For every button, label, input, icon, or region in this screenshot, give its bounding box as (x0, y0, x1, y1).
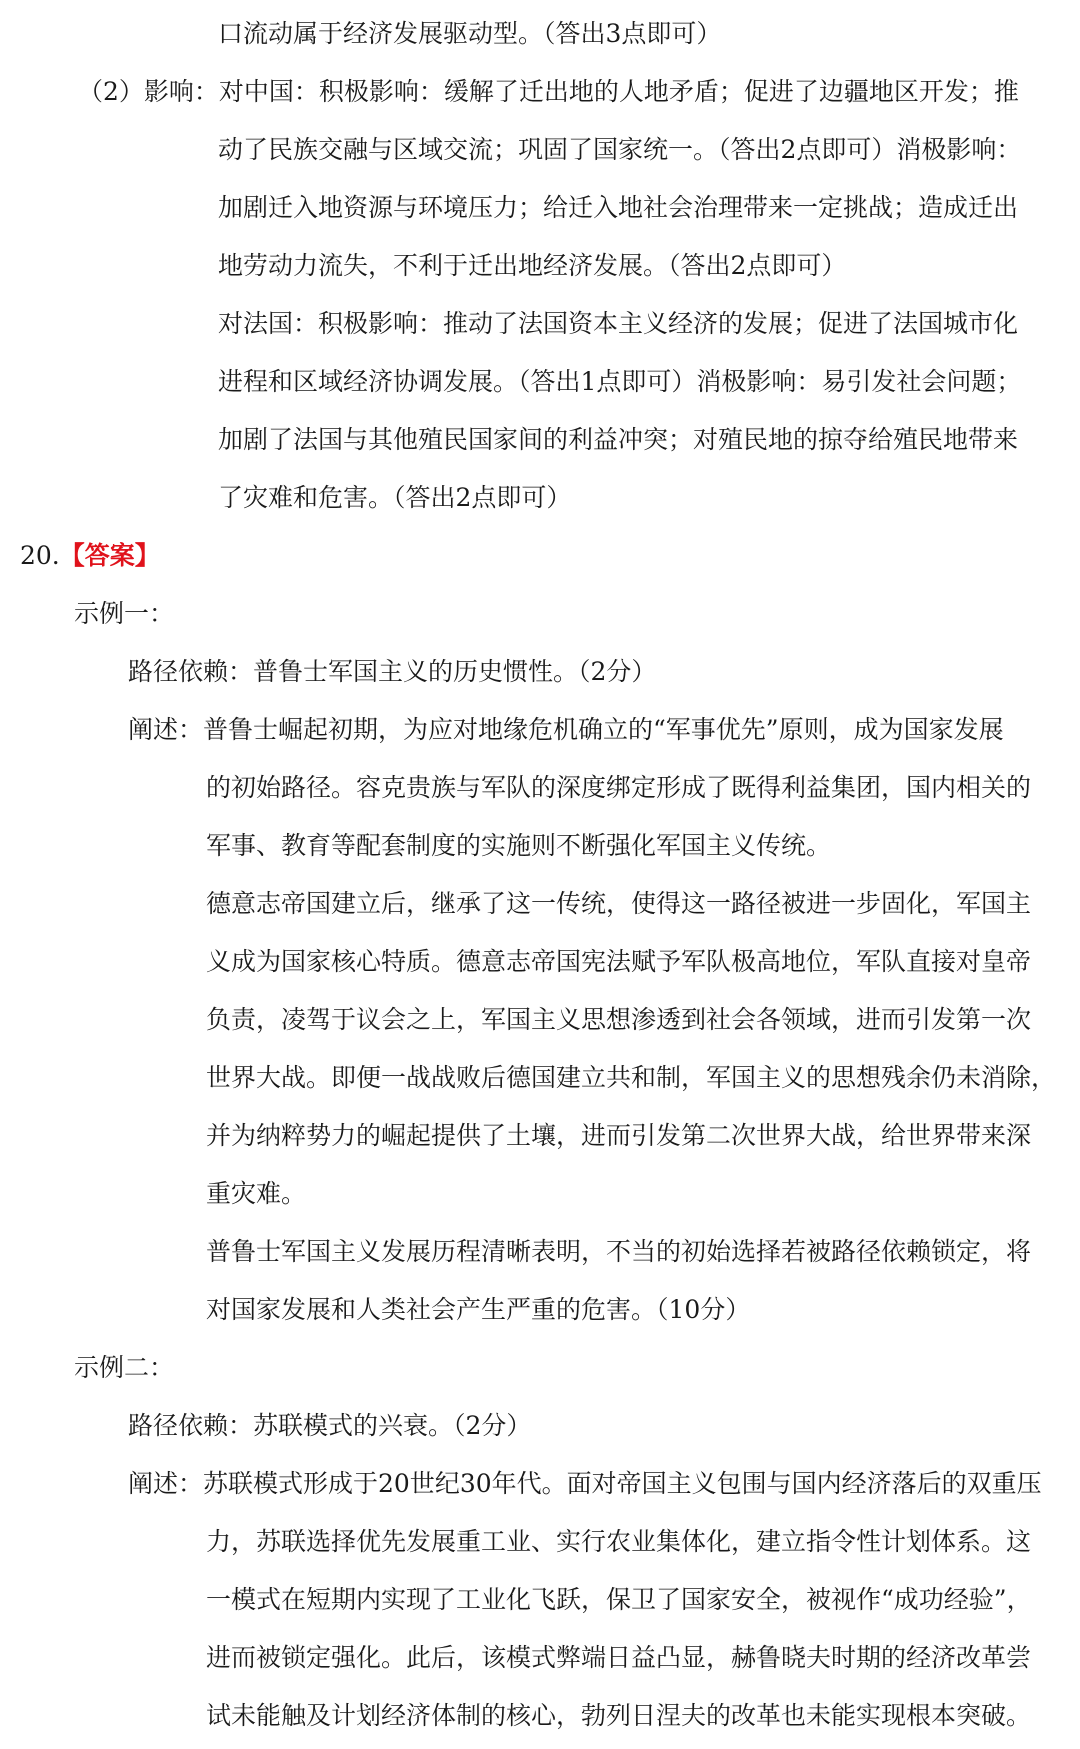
q19-continuation-line: 口流动属于经济发展驱动型。（答出3点即可） (218, 19, 722, 48)
q20-header (20, 539, 160, 573)
q19-part2-line-2: 动了民族交融与区域交流；巩固了国家统一。（答出2点即可）消极影响： (218, 135, 1022, 164)
q19-france-line-1: 对法国：积极影响：推动了法国资本主义经济的发展；促进了法国城市化 (218, 309, 1019, 338)
example-1-path-line: 路径依赖：普鲁士军国主义的历史惯性。（2分） (128, 657, 657, 686)
example-1-desc-line-8: 并为纳粹势力的崛起提供了土壤，进而引发第二次世界大战，给世界带来深 (206, 1121, 1032, 1150)
q19-part2-line-3: 加剧迁入地资源与环境压力；给迁入地社会治理带来一定挑战；造成迁出 (218, 193, 1019, 222)
q19-france-line-3: 加剧了法国与其他殖民国家间的利益冲突；对殖民地的掠夺给殖民地带来 (218, 425, 1019, 454)
question-number: 20. (20, 541, 60, 570)
example-2-desc-line-2: 力，苏联选择优先发展重工业、实行农业集体化，建立指令性计划体系。这 (206, 1527, 1032, 1556)
example-2-desc-line-1: 阐述：苏联模式形成于20世纪30年代。面对帝国主义包围与国内经济落后的双重压 (128, 1469, 1042, 1498)
example-2-heading: 示例二： (74, 1353, 175, 1382)
q19-part2-line-1: （2）影响：对中国：积极影响：缓解了迁出地的人地矛盾；促进了边疆地区开发；推 (78, 77, 1019, 106)
example-1-desc-line-2: 的初始路径。容克贵族与军队的深度绑定形成了既得利益集团，国内相关的 (206, 773, 1032, 802)
example-1-desc-line-10: 普鲁士军国主义发展历程清晰表明，不当的初始选择若被路径依赖锁定，将 (206, 1237, 1032, 1266)
example-2-desc-line-4: 进而被锁定强化。此后，该模式弊端日益凸显，赫鲁晓夫时期的经济改革尝 (206, 1643, 1032, 1672)
q19-france-line-4: 了灾难和危害。（答出2点即可） (218, 483, 572, 512)
example-1-heading: 示例一： (74, 599, 175, 628)
example-2-desc-line-3: 一模式在短期内实现了工业化飞跃，保卫了国家安全，被视作“成功经验”， (206, 1585, 1032, 1614)
example-2-desc-line-5: 试未能触及计划经济体制的核心，勃列日涅夫的改革也未能实现根本突破。 (206, 1701, 1032, 1730)
example-1-desc-line-4: 德意志帝国建立后，继承了这一传统，使得这一路径被进一步固化，军国主 (206, 889, 1032, 918)
example-1-desc-line-11: 对国家发展和人类社会产生严重的危害。（10分） (206, 1295, 751, 1324)
answer-tag: 【答案】 (59, 541, 160, 570)
q19-france-line-2: 进程和区域经济协调发展。（答出1点即可）消极影响：易引发社会问题； (218, 367, 1022, 396)
example-1-desc-line-7: 世界大战。即便一战战败后德国建立共和制，军国主义的思想残余仍未消除， (206, 1063, 1057, 1092)
example-1-desc-line-3: 军事、教育等配套制度的实施则不断强化军国主义传统。 (206, 831, 832, 860)
example-1-desc-line-5: 义成为国家核心特质。德意志帝国宪法赋予军队极高地位，军队直接对皇帝 (206, 947, 1032, 976)
example-2-path-line: 路径依赖：苏联模式的兴衰。（2分） (128, 1411, 532, 1440)
example-1-desc-line-9: 重灾难。 (206, 1179, 307, 1208)
example-1-desc-line-6: 负责，凌驾于议会之上，军国主义思想渗透到社会各领域，进而引发第一次 (206, 1005, 1032, 1034)
q19-part2-line-4: 地劳动力流失，不利于迁出地经济发展。（答出2点即可） (218, 251, 847, 280)
example-1-desc-line-1: 阐述：普鲁士崛起初期，为应对地缘危机确立的“军事优先”原则，成为国家发展 (128, 715, 1004, 744)
